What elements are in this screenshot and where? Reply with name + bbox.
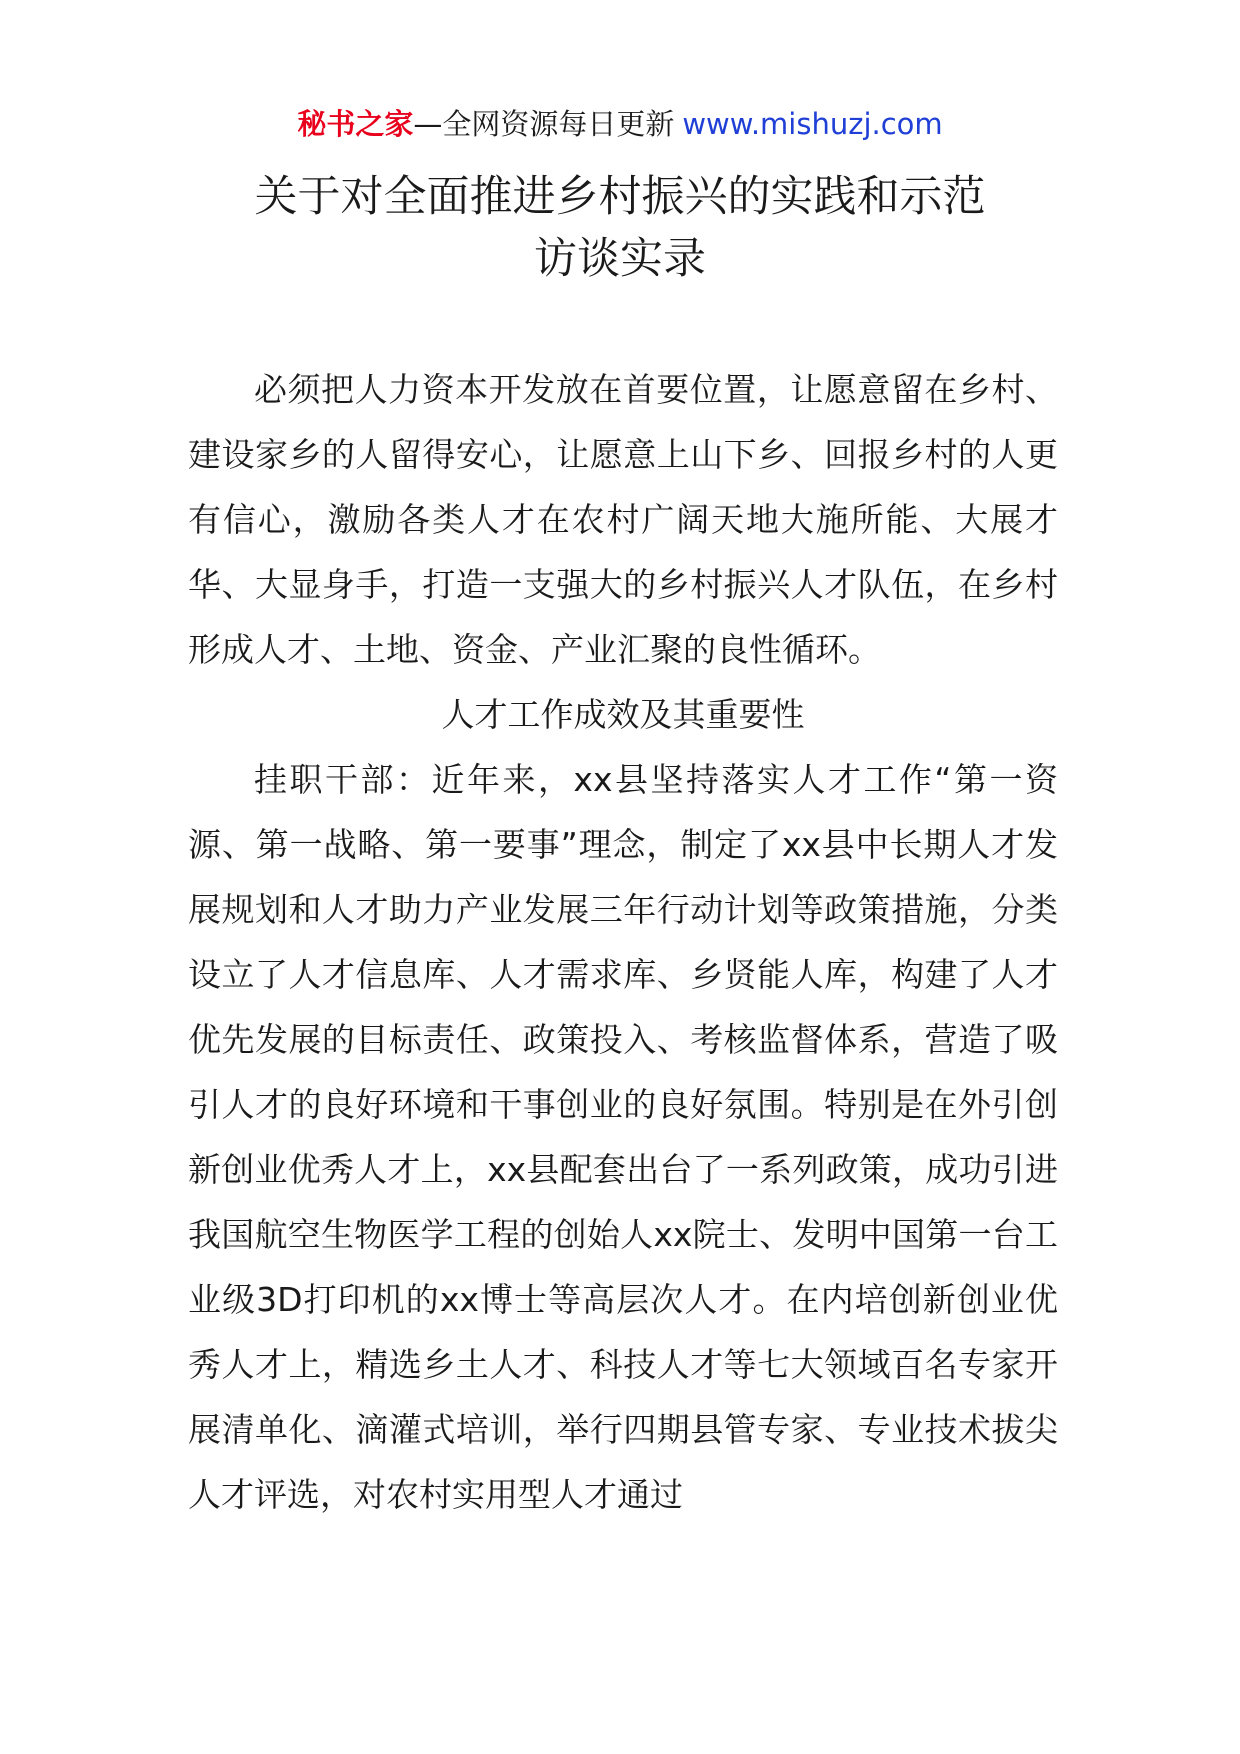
section-subheading: 人才工作成效及其重要性 — [441, 695, 805, 734]
document-title — [0, 166, 1240, 290]
intro-paragraph: 必须把人力资本开发放在首要位置，让愿意留在乡村、建设家乡的人留得安心，让愿意上山下乡、回报乡村的人更有信心，激励各类人才在农村广阔天地大施所能、大展才华、大显身手，打造一支强大的乡村振兴人才队伍，在乡村形成人才、土地、资金、产业汇聚的良性循环。 — [188, 370, 1058, 669]
site-header — [0, 104, 1240, 144]
body-paragraph: 挂职干部：近年来，xx县坚持落实人才工作“第一资源、第一战略、第一要事”理念，制定了xx县中长期人才发展规划和人才助力产业发展三年行动计划等政策措施，分类设立了人才信息库、人才需求库、乡贤能人库，构建了人才优先发展的目标责任、政策投入、考核监督体系，营造了吸引人才的良好环境和干事创业的良好氛围。特别是在外引创新创业优秀人才上，xx县配套出台了一系列政策，成功引进我国航空生物医学工程的创始人xx院士、发明中国第一台工业级3D打印机的xx博士等高层次人才。在内培创新创业优秀人才上，精选乡土人才、科技人才等七大领域百名专家开展清单化、滴灌式培训，举行四期县管专家、专业技术拔尖人才评选，对农村实用型人才通过 — [188, 760, 1058, 1514]
document-body — [188, 357, 1058, 1527]
header-tagline: —全网资源每日更新 — [413, 107, 675, 141]
brand-name: 秘书之家 — [297, 107, 414, 141]
site-url-link[interactable]: www.mishuzj.com — [682, 107, 943, 141]
title-line-2: 访谈实录 — [534, 234, 706, 284]
title-line-1: 关于对全面推进乡村振兴的实践和示范 — [254, 172, 986, 222]
